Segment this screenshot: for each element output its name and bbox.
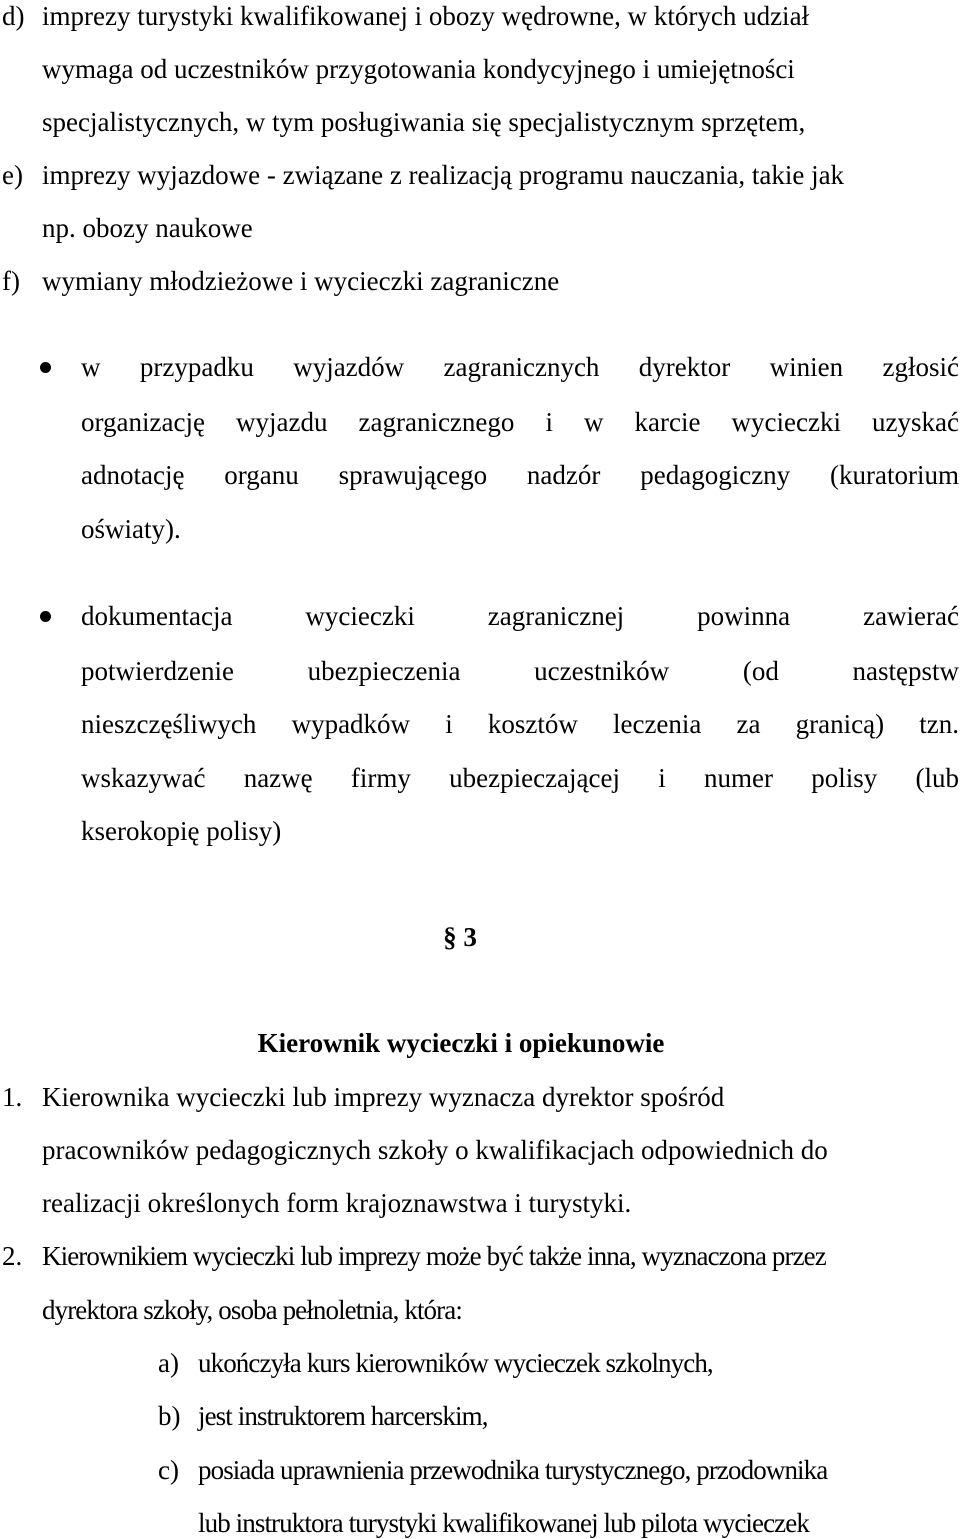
list-item-d-line-2: wymaga od uczestników przygotowania kondycyjnego i umiejętności [42,54,795,84]
list-label-d: d) [2,1,25,31]
sub-item-c-line-2: lub instruktora turystyki kwalifikowanej lub pilota wycieczek [198,1508,809,1538]
numbered-1-line-3: realizacji określonych form krajoznawstwa i turystyki. [42,1188,632,1218]
sub-label-b: b) [158,1401,181,1431]
bullet-2-line-4: wskazywać nazwę firmy ubezpieczającej i numer polisy (lub [81,763,959,793]
bullet-2-line-3: nieszczęśliwych wypadków i kosztów leczenia za granicą) tzn. [81,709,959,739]
numbered-label-2: 2. [2,1241,23,1271]
list-item-e-line-2: np. obozy naukowe [42,213,253,243]
sub-item-b-line-1: jest instruktorem harcerskim, [198,1401,488,1431]
list-item-d-line-1: imprezy turystyki kwalifikowanej i obozy wędrowne, w których udział [42,1,810,31]
bullet-2-line-1: dokumentacja wycieczki zagranicznej powinna zawierać [81,601,959,631]
list-label-e: e) [2,160,23,190]
bullet-2-line-2: potwierdzenie ubezpieczenia uczestników (od następstw [81,656,959,686]
sub-item-a-line-1: ukończyła kurs kierowników wycieczek szkolnych, [198,1348,713,1378]
bullet-icon [40,362,51,373]
numbered-2-line-2: dyrektora szkoły, osoba pełnoletnia, która: [42,1295,462,1325]
sub-item-c-line-1: posiada uprawnienia przewodnika turystycznego, przodownika [198,1455,828,1485]
list-label-f: f) [2,266,20,296]
section-heading: Kierownik wycieczki i opiekunowie [257,1028,665,1058]
bullet-1-line-4: oświaty). [81,514,181,544]
numbered-1-line-1: Kierownika wycieczki lub imprezy wyznacza dyrektor spośród [42,1082,725,1112]
bullet-icon [40,611,51,622]
list-item-d-line-3: specjalistycznych, w tym posługiwania się specjalistycznym sprzętem, [42,107,806,137]
bullet-1-line-3: adnotację organu sprawującego nadzór pedagogiczny (kuratorium [81,460,959,490]
list-item-f-line-1: wymiany młodzieżowe i wycieczki zagraniczne [42,266,560,296]
bullet-2-line-5: kserokopię polisy) [81,816,282,846]
sub-label-a: a) [158,1348,179,1378]
bullet-1-line-1: w przypadku wyjazdów zagranicznych dyrektor winien zgłosić [81,352,959,382]
sub-label-c: c) [158,1455,179,1485]
bullet-1-line-2: organizację wyjazdu zagranicznego i w karcie wycieczki uzyskać [81,407,959,437]
list-item-e-line-1: imprezy wyjazdowe - związane z realizacją programu nauczania, takie jak [42,160,845,190]
numbered-2-line-1: Kierownikiem wycieczki lub imprezy może być także inna, wyznaczona przez [42,1241,826,1271]
section-number: § 3 [443,922,477,952]
numbered-label-1: 1. [2,1082,23,1112]
numbered-1-line-2: pracowników pedagogicznych szkoły o kwalifikacjach odpowiednich do [42,1135,828,1165]
